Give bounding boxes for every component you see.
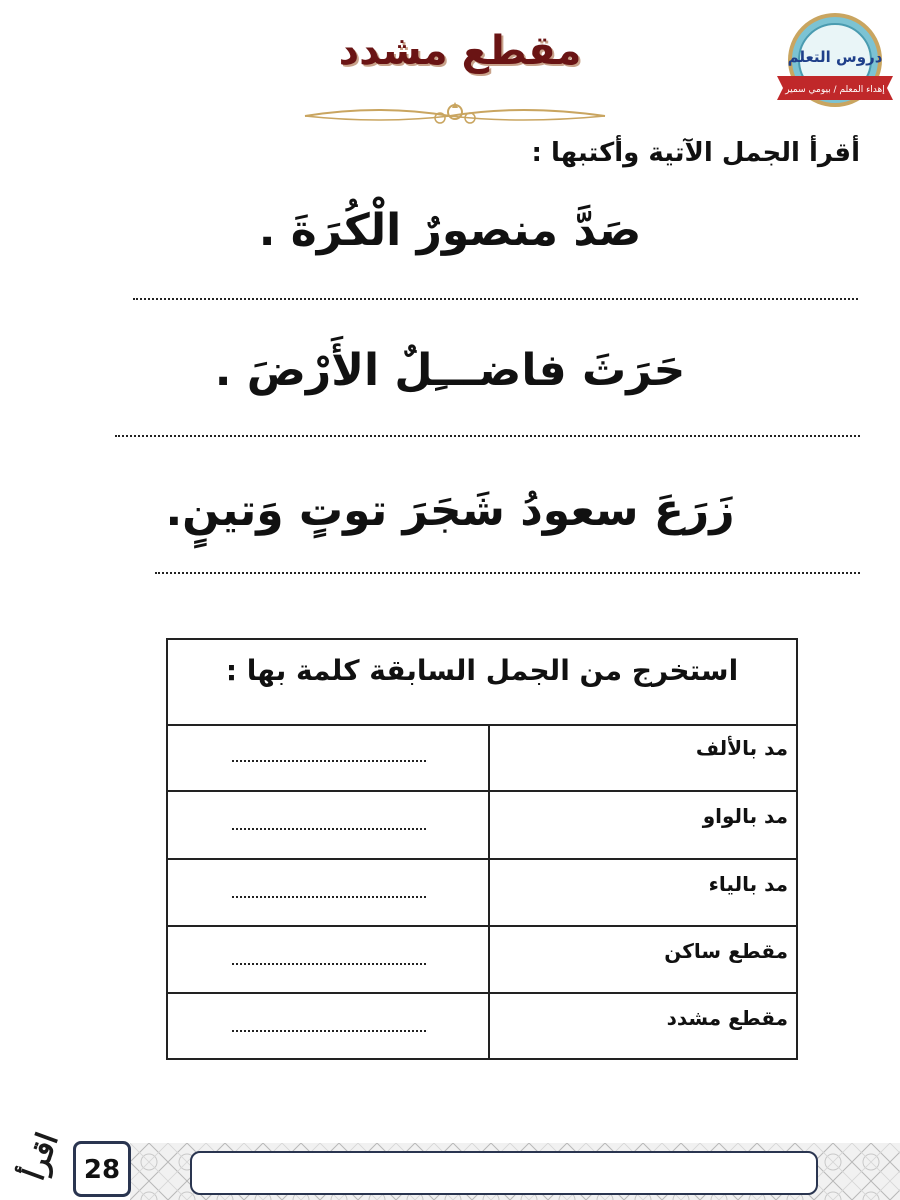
writing-line-3[interactable] <box>155 572 860 574</box>
answer-line[interactable] <box>232 760 426 762</box>
answer-line[interactable] <box>232 963 426 965</box>
table-row <box>168 927 796 994</box>
logo-ribbon-text: إهداء المعلم / بيومي سمير <box>785 85 885 95</box>
row-label: مد بالألف <box>695 736 788 760</box>
logo-brand-text: دروس التعلم <box>787 48 883 66</box>
answer-line[interactable] <box>232 828 426 830</box>
logo-badge <box>775 10 895 115</box>
table-row <box>168 792 796 859</box>
row-label: مقطع مشدد <box>666 1006 788 1030</box>
title-ornament <box>300 100 610 132</box>
page-number: 28 <box>73 1141 131 1197</box>
extraction-table <box>166 638 798 1060</box>
instruction-text: أقرأ الجمل الآتية وأكتبها : <box>531 138 860 168</box>
table-row <box>168 860 796 927</box>
writing-line-2[interactable] <box>115 435 860 437</box>
calligraphy-text: اقرأ <box>16 1128 66 1185</box>
footer-name-box[interactable] <box>190 1151 818 1195</box>
row-label: مقطع ساكن <box>664 939 788 963</box>
sentence-1: صَدَّ منصورٌ الْكُرَةَ . <box>258 205 642 256</box>
table-row <box>168 724 796 791</box>
table-heading: استخرج من الجمل السابقة كلمة بها : <box>168 640 796 726</box>
answer-line[interactable] <box>232 896 426 898</box>
sentence-3: زَرَعَ سعودُ شَجَرَ توتٍ وَتينٍ. <box>165 485 735 536</box>
iqra-calligraphy <box>4 1105 70 1197</box>
writing-line-1[interactable] <box>133 298 858 300</box>
row-label: مد بالياء <box>708 872 788 896</box>
row-label: مد بالواو <box>702 804 788 828</box>
page-title: مقطع مشدد <box>338 28 582 74</box>
answer-line[interactable] <box>232 1030 426 1032</box>
table-row <box>168 994 796 1061</box>
sentence-2: حَرَثَ فاضـــِلٌ الأَرْضَ . <box>214 345 686 396</box>
